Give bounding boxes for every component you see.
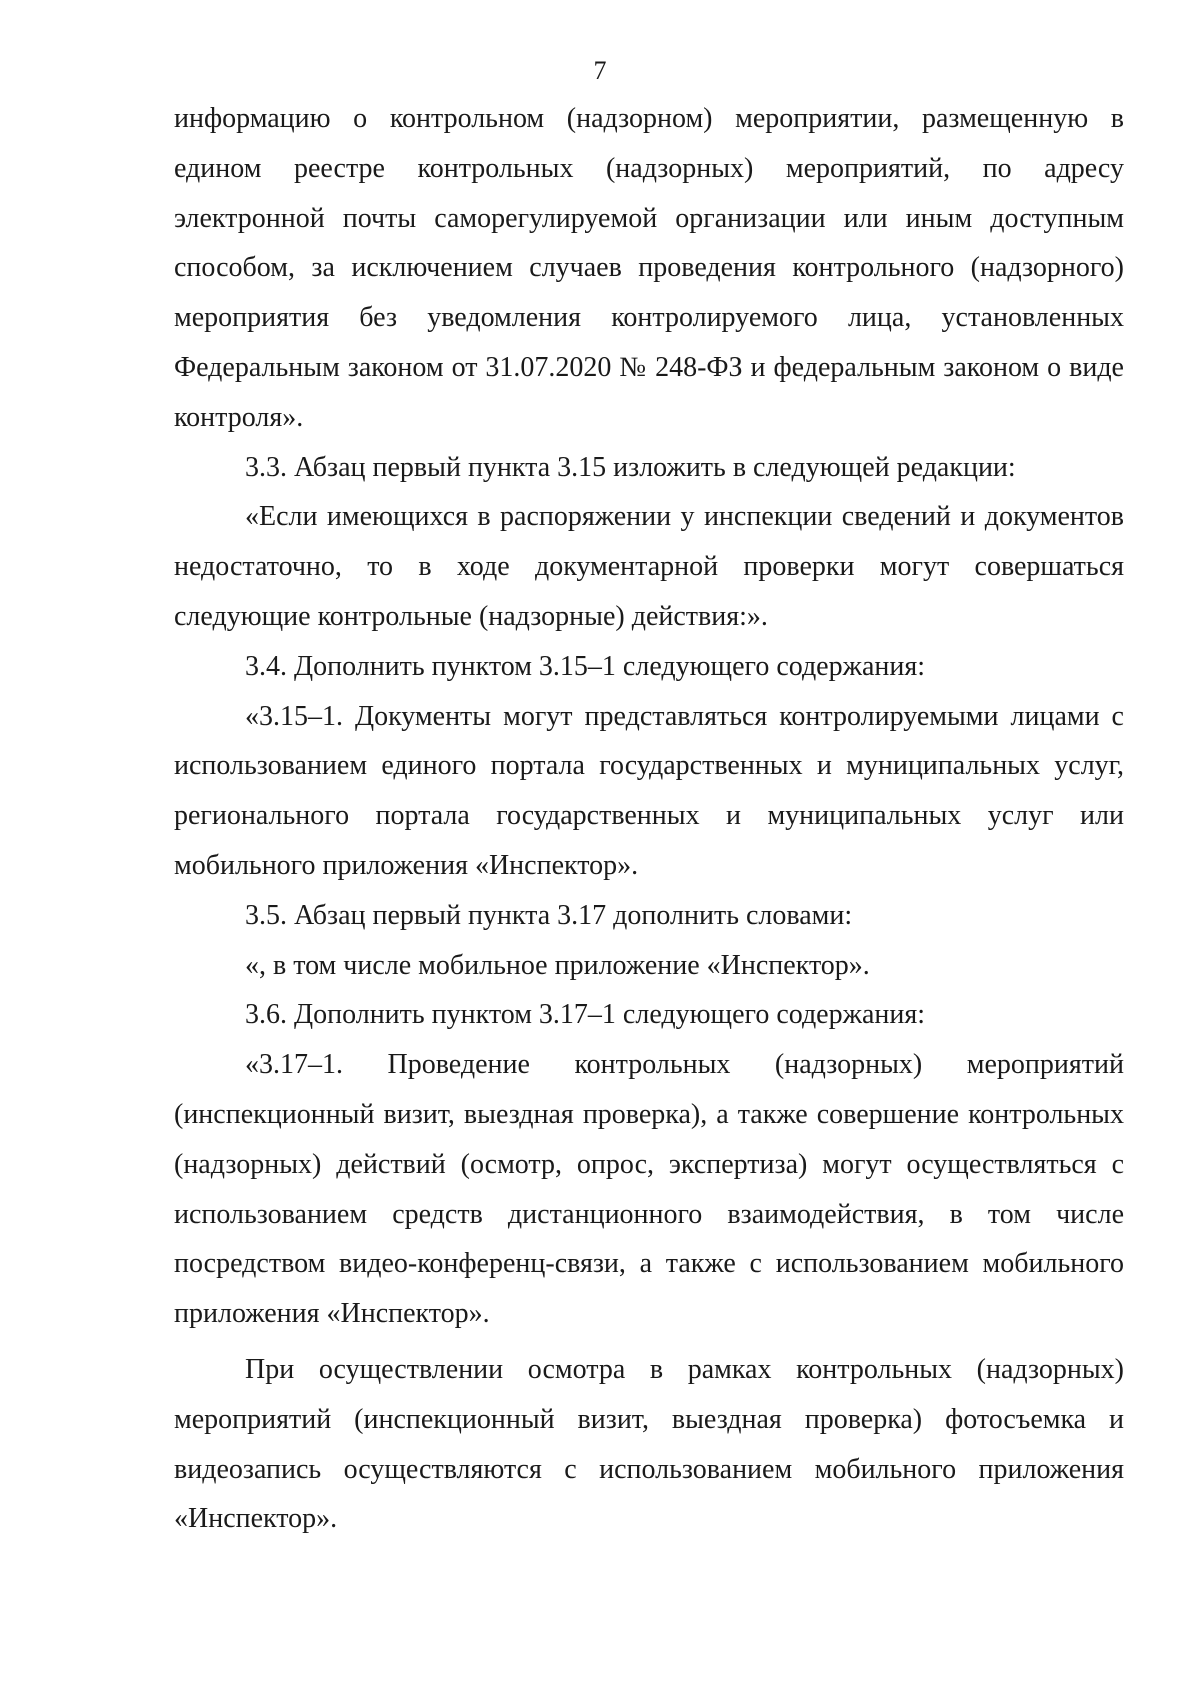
paragraph-3-5-quote: «, в том числе мобильное приложение «Инспектор». (245, 949, 870, 981)
paragraph-3-17-1: «3.17–1. Проведение контрольных (надзорных) мероприятий (инспекционный визит, выездная проверка), а также совершение контрольных (надзорных) действий (осмотр, опрос, экспертиза) могут осуществляться с использованием средств дистанционного взаимодействия, в том числе посредством видео-конференц-связи, а также с использованием мобильного приложения «Инспектор». (174, 1049, 1124, 1330)
page-number: 7 (593, 56, 607, 85)
paragraph-3-3: 3.3. Абзац первый пункта 3.15 изложить в следующей редакции: (245, 451, 1016, 483)
paragraph-inspection-photo: При осуществлении осмотра в рамках контрольных (надзорных) мероприятий (инспекционный визит, выездная проверка) фотосъемка и видеозапись осуществляются с использованием мобильного приложения «Инспектор». (174, 1353, 1124, 1535)
paragraph-3-5: 3.5. Абзац первый пункта 3.17 дополнить словами: (245, 899, 853, 931)
paragraph-3-3-quote: «Если имеющихся в распоряжении у инспекции сведений и документов недостаточно, то в ходе документарной проверки могут совершаться следующие контрольные (надзорные) действия:». (174, 501, 1124, 632)
paragraph-continuation: информацию о контрольном (надзорном) мероприятии, размещенную в едином реестре контрольных (надзорных) мероприятий, по адресу электронной почты саморегулируемой организации или иным доступным способом, за исключением случаев проведения контрольного (надзорного) мероприятия без уведомления контролируемого лица, установленных Федеральным законом от 31.07.2020 № 248-ФЗ и федеральным законом о виде контроля». (174, 103, 1124, 433)
paragraph-3-6: 3.6. Дополнить пунктом 3.17–1 следующего содержания: (245, 999, 926, 1031)
paragraph-3-15-1: «3.15–1. Документы могут представляться контролируемыми лицами с использованием единого портала государственных и муниципальных услуг, регионального портала государственных и муниципальных услуг или мобильного приложения «Инспектор». (174, 700, 1124, 881)
paragraph-3-4: 3.4. Дополнить пунктом 3.15–1 следующего содержания: (245, 650, 926, 682)
document-body (174, 94, 1124, 1544)
